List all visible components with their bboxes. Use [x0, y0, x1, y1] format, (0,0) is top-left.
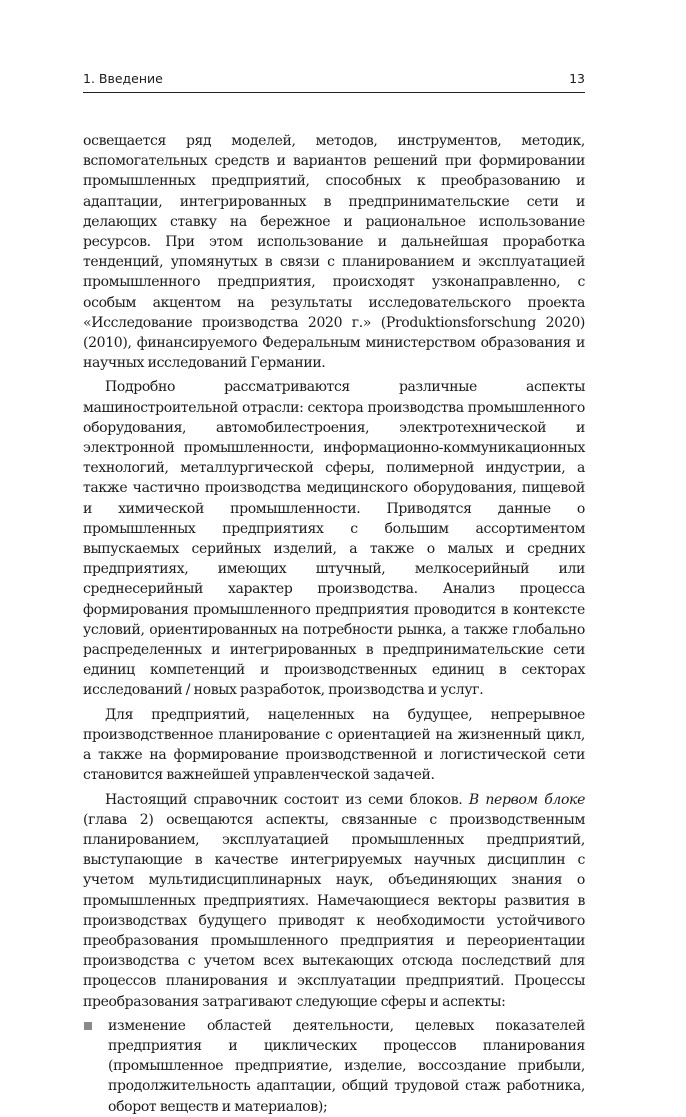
- paragraph-3: Для предприятий, нацеленных на будущее, непрерывное производственное планирование с ориентацией на жизненный цикл, а также на формирование производственной и логистической сети становится важнейшей управленческой задачей.: [83, 706, 585, 784]
- page-body: [83, 131, 585, 1117]
- list-item: [83, 1016, 585, 1117]
- page-number: 13: [569, 71, 585, 86]
- header-rule: [83, 92, 585, 93]
- section-title: 1. Введение: [83, 71, 163, 86]
- paragraph-4-start: Настоящий справочник состоит из семи блоков.: [105, 791, 469, 808]
- list-item-text: изменение областей деятельности, целевых показателей предприятия и циклических процессов планирования (промышленное предприятие, изделие, воссоздание прибыли, продолжительность адаптации, общий трудовой стаж работника, оборот веществ и материалов);: [108, 1017, 585, 1115]
- bullet-list: [83, 1016, 585, 1117]
- paragraph-2: Подробно рассматриваются различные аспекты машиностроительной отрасли: сектора производства промышленного оборудования, автомобилестроения, электротехнической и электронной промышленности, информационно-коммуникационных технологий, металлургической сферы, полимерной индустрии, а также частично производства медицинского оборудования, пищевой и химической промышленности. Приводятся данные о промышленных предприятиях с большим ассортиментом выпускаемых серийных изделий, а также о малых и средних предприятиях, имеющих штучный, мелкосерийный или среднесерийный характер производства. Анализ процесса формирования промышленного предприятия проводится в контексте условий, ориентированных на потребности рынка, а также глобально распределенных и интегрированных в предпринимательские сети единиц компетенций и производственных единиц в секторах исследований / новых разработок, производства и услуг.: [83, 379, 585, 699]
- paragraph-4-emphasis: В первом блоке: [468, 791, 585, 808]
- running-header: [83, 71, 585, 91]
- paragraph-4: [83, 790, 585, 1012]
- square-bullet-icon: [84, 1022, 92, 1030]
- paragraph-4-end: (глава 2) освещаются аспекты, связанные с производственным планированием, эксплуатацией промышленных предприятий, выступающие в качестве интегрируемых научных дисциплин с учетом мультидисциплинарных наук, объединяющих знания о промышленных предприятиях. Намечающиеся векторы развития в производствах будущего приводят к необходимости устойчивого преобразования промышленного предприятия и переориентации производства с учетом всех вытекающих отсюда последствий для процессов планирования и эксплуатации предприятий. Процессы преобразования затрагивают следующие сферы и аспекты:: [83, 811, 585, 1010]
- paragraph-1: освещается ряд моделей, методов, инструментов, методик, вспомогательных средств и вариантов решений при формировании промышленных предприятий, способных к преобразованию и адаптации, интегрированных в предпринимательские сети и делающих ставку на бережное и рациональное использование ресурсов. При этом использование и дальнейшая проработка тенденций, упомянутых в связи с планированием и эксплуатацией промышленного предприятия, происходят узконаправленно, с особым акцентом на результаты исследовательского проекта «Исследование производства 2020 г.» (Produktionsforschung 2020) (2010), финансируемого Федеральным министерством образования и научных исследований Германии.: [83, 133, 585, 372]
